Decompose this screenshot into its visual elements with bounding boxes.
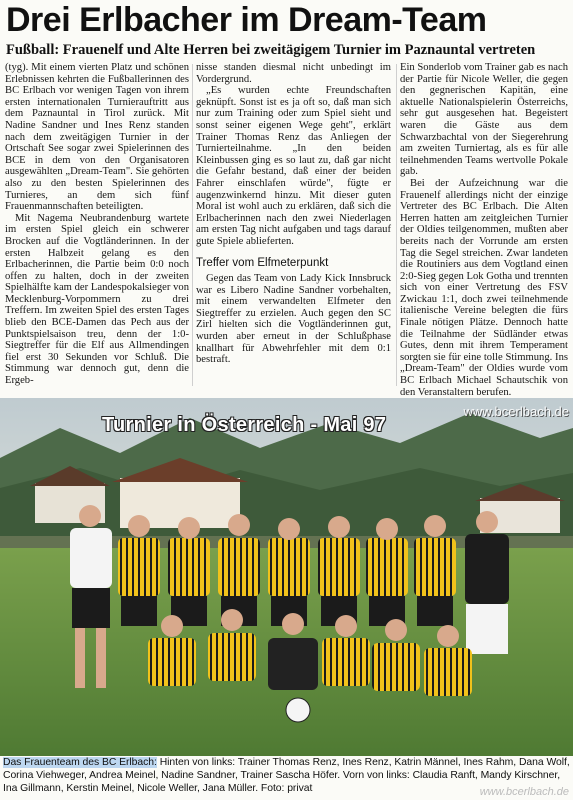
paragraph: Gegen das Team von Lady Kick Innsbruck war es Libero Nadine Sandner vorbehalten, mit einem verwandelten Elfmeter den Siegtreffer zu erzielen. Auch gegen den SC Zirl hielten sich die Vogtländerinnen gut, wurden aber erneut in der Schlußphase knallhart für Abwehrfehler mit dem 0:1 bestraft. [196,273,391,366]
paragraph: „Es wurden echte Freundschaften geknüpft. Sonst ist es ja oft so, daß man sich nur zum Training oder zum Spiel sieht und sonst seiner eigenen Wege geht", erklärt Trainer Thomas Renz das Anliegen der Turnierteilnahme. „In den beiden Kleinbussen ging es so laut zu, daß gar nicht die Gefahr bestand, daß einer der beiden Fahrer einschlafen würde", fügte er augenzwinkernd hinzu. Mit dieser guten Moral ist wohl auch zu erklären, daß sich die Erlbacherinnen nach den zwei Niederlagen am ersten Tag nicht aufgaben und tags darauf gute Spiele ablieferten. [196,85,391,247]
paragraph: Ein Sonderlob vom Trainer gab es nach der Partie für Nicole Weller, die gegen den gegnerischen Kapitän, eine aktuelle Nationalspielerin Österreichs, sehr gut ausgesehen hat. Begeistert waren die Gäste aus dem Schwarzbachtal von der Siegerehrung am zweiten Turniertag, als es für alle teilnehmenden Teams wertvolle Pokale gab. [400,62,568,178]
column-divider [396,64,397,386]
paragraph: Mit Nagema Neubrandenburg wartete im ersten Spiel gleich ein schwerer Brocken auf die Vogtländerinnen. In der ersten Halbzeit gelang es den Erlbacherinnen, die Partie beim 0:0 noch offen zu halten, doch in der zweiten Spielhälfte kam der Landespokalsieger von Mecklenburg-Vorpommern zu drei Treffern. Im zweiten Spiel des ersten Tages blieb den BCE-Damen das Pech aus der Punktspielsaison treu, denn der 1:0-Siegtreffer für die Elf aus Allmendingen fiel erst 30 Sekunden vor Schluß. Die Stimmung war dennoch gut, denn die Ergeb- [5,212,189,387]
headline: Drei Erlbacher im Dream-Team [6,1,487,39]
article-column-1 [5,62,189,390]
football [286,698,310,722]
team-photo-illustration [0,398,573,756]
paragraph: nisse standen diesmal nicht unbedingt im Vordergrund. [196,62,391,85]
paragraph: (tyg). Mit einem vierten Platz und schönen Erlebnissen kehrten die Fußballerinnen des BC Erlbach vor wenigen Tagen von ihrem ersten internationalen Turnierauftritt aus dem Paznauntal in Tirol zurück. Mit Nadine Sandner und Ines Renz standen nach dem zweitägigen Turnier in der Ortschaft See sogar zwei Spielerinnen des BCE in dem von den Organisatoren ausgewählten „Dream-Team". Sie gehörten also zu den besten Spielerinnen des Turnieres, an dem sich fünf Frauenmannschaften beteiligten. [5,62,189,213]
paragraph: Bei der Aufzeichnung war die Frauenelf allerdings nicht der einzige Vertreter des BC Erlbach. Die Alten Herren hatten am zeitgleichen Turnier der Oldies teilgenommen, mußten aber bereits nach der Vorrunde am ersten Tag die Segel streichen. Zwar landeten die Routiniers aus dem Vogtland einen 2:0-Sieg gegen Lok Gotha und trennten sich von einer Vertretung des FSV Zwickau 1:1, doch zwei teilnehmende italienische Vereine belegten die fürs Finale nötigen Plätze. Dennoch hatte die Teilnahme der Südländer etwas Gutes, denn mit ihrem Temperament sorgten sie für eine tolle Stimmung. Ins „Dream-Team" der Oldies wurde vom BC Erlbach Michael Schautschik von den Veranstaltern berufen. [400,177,568,398]
team-photo [0,398,573,756]
site-watermark: www.bcerlbach.de [479,786,569,798]
photo-overlay-title: Turnier in Österreich - Mai 97 [102,414,387,436]
article-column-2 [196,62,391,390]
column-divider [192,64,193,386]
photo-watermark: www.bcerlbach.de [463,404,569,419]
subheadline: Fußball: Frauenelf und Alte Herren bei zweitägigem Turnier im Paznauntal vertreten [6,42,536,58]
caption-label: Das Frauenteam des BC Erlbach: [3,757,157,768]
article-column-3 [400,62,568,398]
caption-text: Hinten von links: Trainer Thomas Renz, Ines Renz, Katrin Männel, Ines Rahm, Dana Wolf, Corina Viehweger, Andrea Meinel, Nadine Sandner, Trainer Sascha Höfer. Vorn von links: Claudia Ranft, Mandy Kirschner, Ina Gillmann, Kerstin Meinel, Nicole Weller, Jana Müller. Foto: privat [3,757,570,794]
crosshead: Treffer vom Elfmeterpunkt [196,256,329,269]
